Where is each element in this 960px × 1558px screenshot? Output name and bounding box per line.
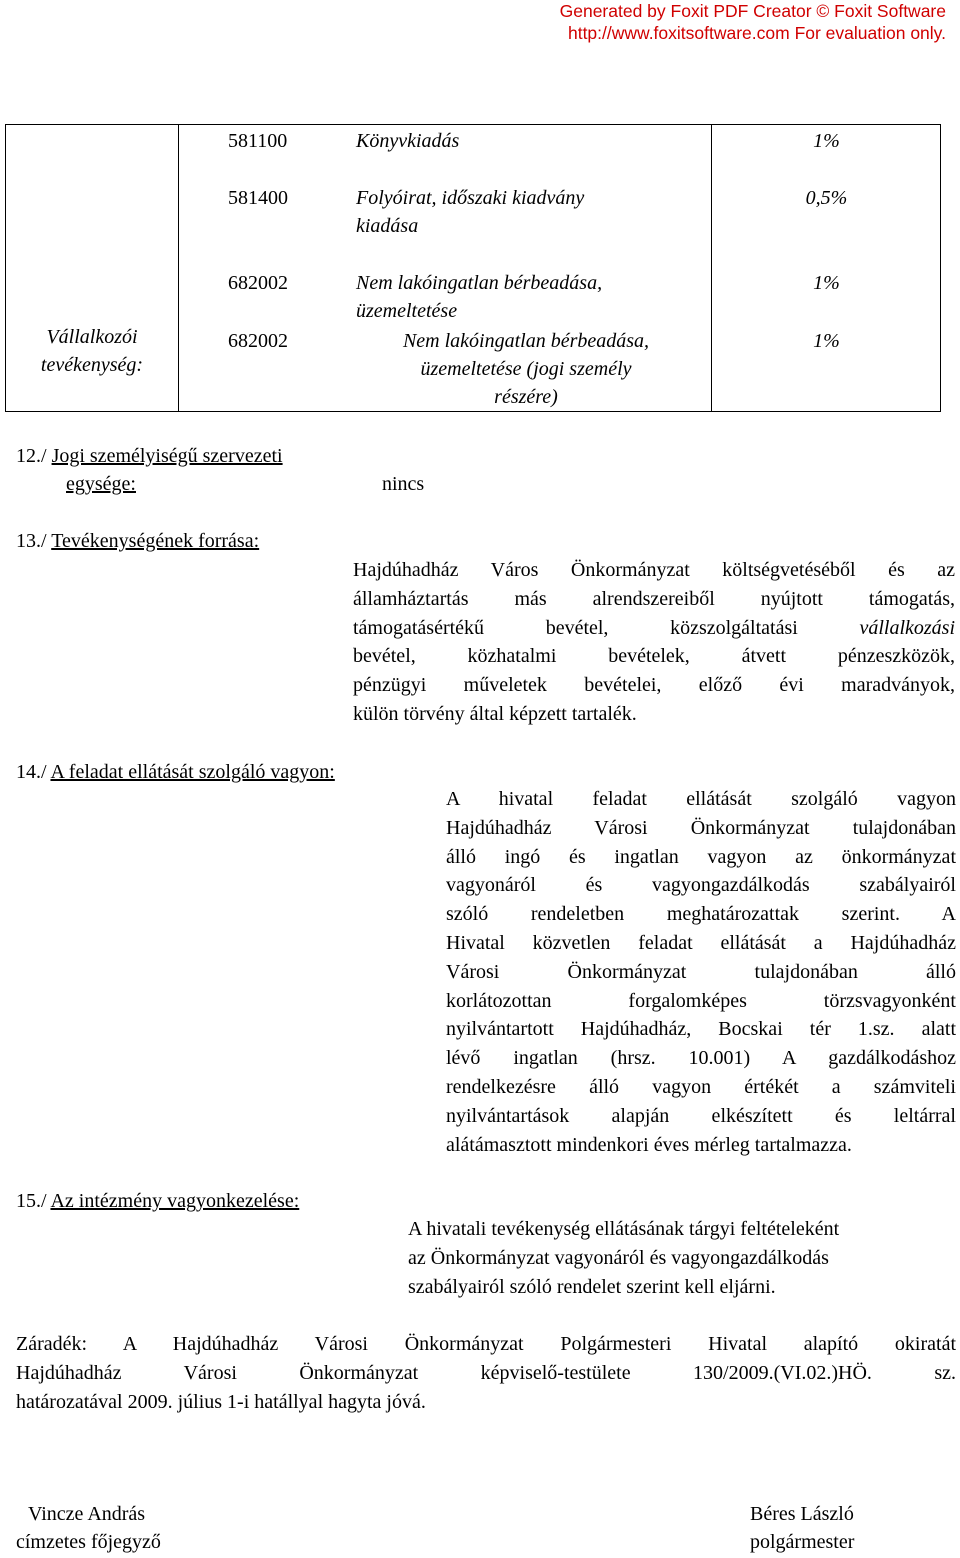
activity-name-line: részére) <box>494 386 558 408</box>
text-line: A hivatal feladat ellátását szolgáló vagyon <box>446 788 956 810</box>
text-line: álló ingó és ingatlan vagyon az önkormányzat <box>446 845 956 868</box>
text-line: Városi Önkormányzat tulajdonában álló <box>446 960 956 983</box>
text-line: nyilvántartott Hajdúhadház, Bocskai tér 1.sz. alatt <box>446 1018 956 1041</box>
watermark-line-2: http://www.foxitsoftware.com For evaluation only. <box>567 23 946 43</box>
text-line: bevétel, közhatalmi bevételek, átvett pénzeszközök, <box>353 645 955 668</box>
section-title: Jogi személyiségű szervezeti <box>51 445 283 467</box>
text-line: határozatával 2009. július 1-i hatállyal hagyta jóvá. <box>16 1390 426 1413</box>
activity-code: 581100 <box>228 130 288 152</box>
activity-name <box>356 127 696 155</box>
signatory-name: Béres László <box>750 1503 854 1525</box>
signature-left <box>16 1500 161 1556</box>
section-number: 15./ <box>16 1190 47 1212</box>
text-line: rendelkezésre álló vagyon értékét a számviteli <box>446 1075 956 1098</box>
activity-rate: 1% <box>813 330 840 352</box>
activity-name-line: kiadása <box>356 215 419 237</box>
category-label-line: Vállalkozói <box>46 326 138 348</box>
activity-name-line: Könyvkiadás <box>356 130 460 152</box>
text-line: szóló rendeletben meghatározattak szerint. A <box>446 903 956 926</box>
activity-name <box>356 327 696 411</box>
category-label <box>6 323 178 379</box>
text-line: Hajdúhadház Város Önkormányzat költségvetéséből és az <box>353 559 955 581</box>
table-divider <box>178 125 179 411</box>
section-14-heading <box>16 758 335 786</box>
activity-name-line: Nem lakóingatlan bérbeadása, <box>402 330 650 352</box>
activity-rate: 1% <box>813 130 840 152</box>
section-number: 14./ <box>16 761 47 783</box>
text-line: pénzügyi műveletek bevételei, előző évi maradványok, <box>353 674 955 697</box>
watermark-line-1: Generated by Foxit PDF Creator © Foxit Software <box>559 1 946 21</box>
section-13-heading <box>16 527 259 555</box>
text-line: alátámasztott mindenkori éves mérleg tartalmazza. <box>446 1133 852 1156</box>
table-divider <box>711 125 712 411</box>
text-line: Hajdúhadház Városi Önkormányzat képviselő-testülete 130/2009.(VI.02.)HÖ. sz. <box>16 1361 956 1384</box>
section-15-heading <box>16 1187 299 1215</box>
activity-name-line: Nem lakóingatlan bérbeadása, <box>356 272 603 294</box>
text-line: Hajdúhadház Városi Önkormányzat tulajdonában <box>446 816 956 839</box>
text-line: Hivatal közvetlen feladat ellátását a Hajdúhadház <box>446 931 956 954</box>
section-14-text <box>446 785 956 1159</box>
section-title: Az intézmény vagyonkezelése: <box>50 1190 300 1212</box>
text-line: lévő ingatlan (hrsz. 10.001) A gazdálkodáshoz <box>446 1047 956 1070</box>
activity-table <box>5 124 941 412</box>
section-title: A feladat ellátását szolgáló vagyon: <box>50 761 335 783</box>
section-title: egysége: <box>66 473 136 495</box>
text-line: A hivatali tevékenység ellátásának tárgyi feltételeként <box>408 1218 840 1240</box>
text-line: nyilvántartások alapján elkészített és leltárral <box>446 1104 956 1127</box>
emphasis: vállalkozási <box>859 616 955 639</box>
activity-rate: 1% <box>813 272 840 294</box>
activity-name <box>356 269 696 325</box>
text-line: korlátozottan forgalomképes törzsvagyonként <box>446 989 956 1012</box>
text-line: az Önkormányzat vagyonáról és vagyongazdálkodás <box>408 1247 829 1269</box>
text-line: szabályairól szóló rendelet szerint kell eljárni. <box>408 1276 776 1298</box>
text-line: Záradék: A Hajdúhadház Városi Önkormányzat Polgármesteri Hivatal alapító okiratát <box>16 1333 956 1355</box>
activity-name-line: üzemeltetése (jogi személy <box>420 358 632 380</box>
section-number: 13./ <box>16 530 47 552</box>
activity-code: 581400 <box>228 187 288 209</box>
activity-name-line: Folyóirat, időszaki kiadvány <box>356 187 585 209</box>
activity-name <box>356 184 696 240</box>
watermark <box>560 0 946 44</box>
category-label-line: tevékenység: <box>40 354 144 376</box>
section-12-heading-cont <box>66 470 136 498</box>
closing-clause <box>16 1330 956 1416</box>
text-line: államháztartás más alrendszereiből nyújtott támogatás, <box>353 587 955 610</box>
activity-code: 682002 <box>228 272 288 294</box>
section-15-text <box>408 1215 839 1302</box>
section-12-value: nincs <box>382 473 425 495</box>
signatory-name: Vincze András <box>28 1503 146 1525</box>
text-line: vagyonáról és vagyongazdálkodás szabályairól <box>446 874 956 897</box>
section-13-text <box>353 556 955 729</box>
activity-rate: 0,5% <box>805 187 848 209</box>
text-line: külön törvény által képzett tartalék. <box>353 702 637 725</box>
text-line: támogatásértékű bevétel, közszolgáltatási vállalkozási <box>353 616 955 639</box>
section-12-heading <box>16 442 283 470</box>
signatory-title: címzetes főjegyző <box>16 1531 161 1553</box>
section-number: 12./ <box>16 445 47 467</box>
section-title: Tevékenységének forrása: <box>51 530 260 552</box>
activity-name-line: üzemeltetése <box>356 300 458 322</box>
activity-code: 682002 <box>228 330 288 352</box>
signatory-title: polgármester <box>750 1531 855 1553</box>
signature-right <box>750 1500 854 1556</box>
